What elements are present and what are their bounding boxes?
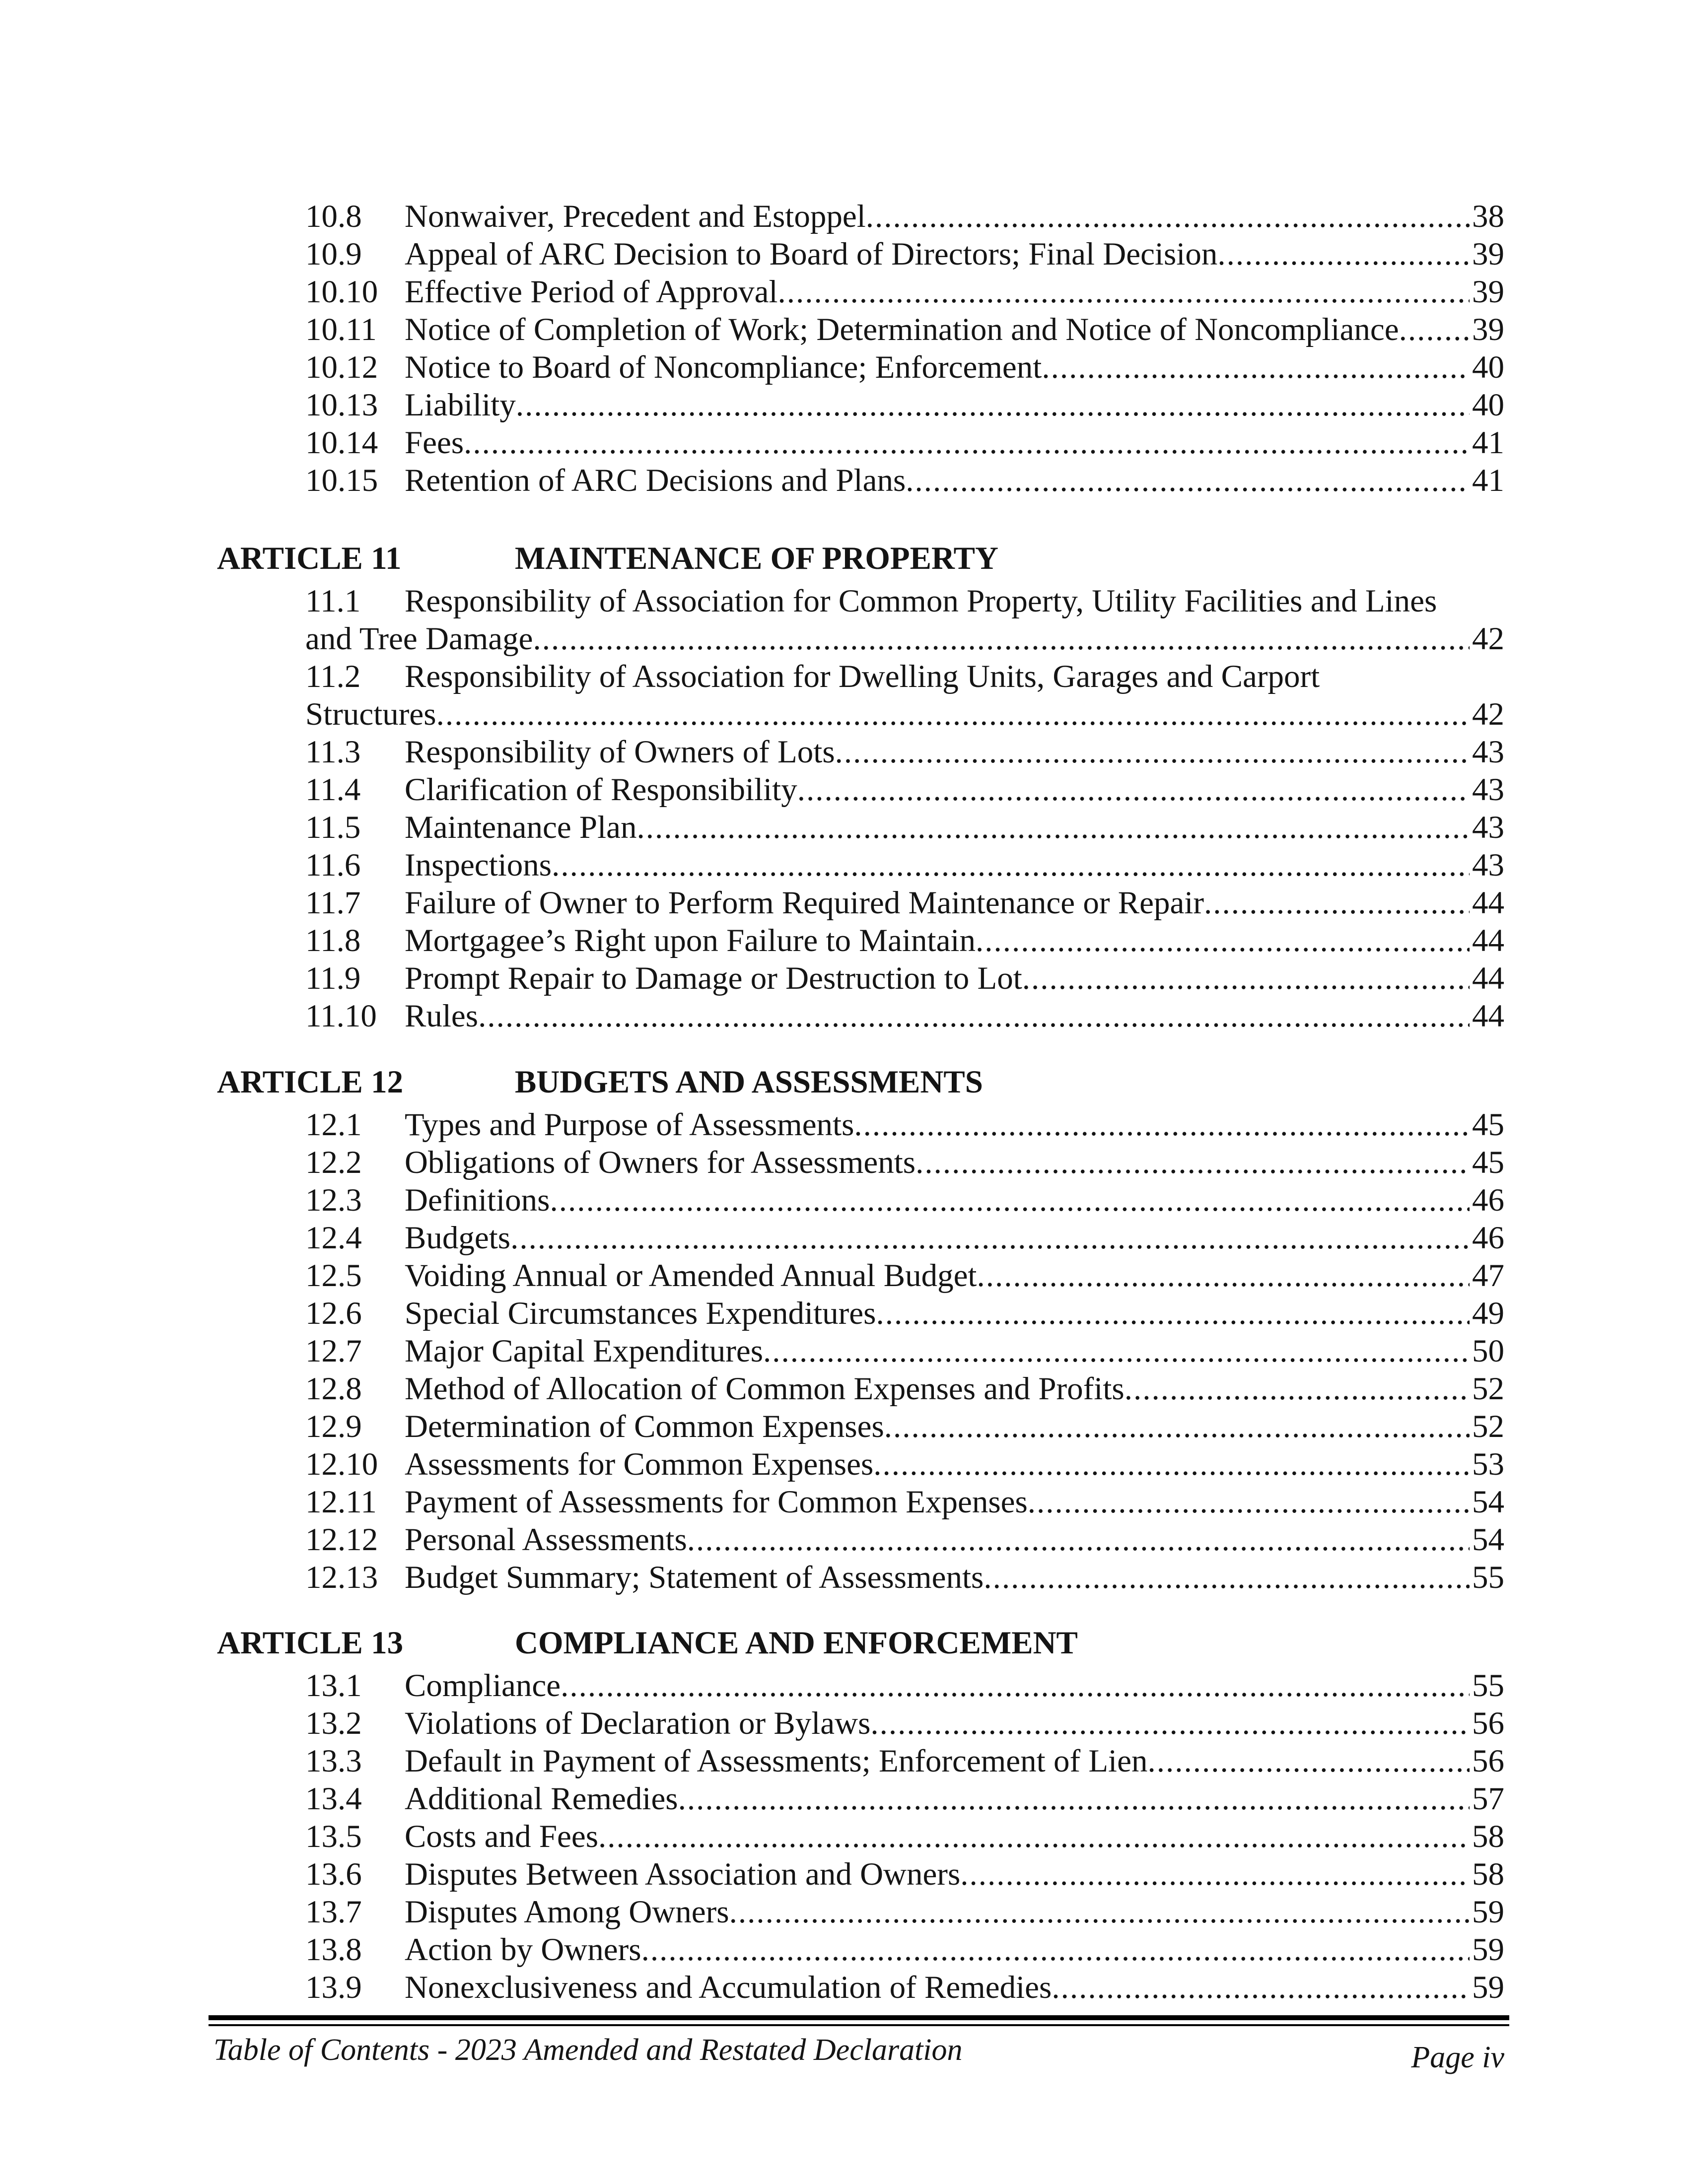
footer-page-number: Page iv [1411, 2041, 1504, 2074]
entry-line [405, 462, 1504, 499]
page-number: 50 [1472, 1333, 1504, 1369]
section-number: 11.5 [305, 810, 361, 845]
section-title: Voiding Annual or Amended Annual Budget [405, 1258, 977, 1294]
page-number: 59 [1472, 1894, 1504, 1930]
entry-line [405, 198, 1504, 235]
section-number: 12.4 [305, 1220, 362, 1256]
page-number: 52 [1472, 1409, 1504, 1444]
toc-entry[interactable] [305, 846, 1504, 884]
toc-entry[interactable] [305, 1295, 1504, 1332]
section-title: Assessments for Common Expenses [405, 1446, 874, 1482]
entry-line [405, 997, 1504, 1035]
section-number: 11.8 [305, 923, 361, 958]
section-title: Method of Allocation of Common Expenses and Profits [405, 1371, 1125, 1407]
page-number: 53 [1472, 1446, 1504, 1482]
entry-line [405, 1295, 1504, 1332]
page-number: 43 [1472, 734, 1504, 770]
dot-leader [598, 1818, 1470, 1855]
entry-line [405, 348, 1504, 386]
toc-entry[interactable] [305, 809, 1504, 846]
section-number: 11.7 [305, 885, 361, 921]
entry-line [405, 1780, 1504, 1818]
entry-line [405, 1559, 1504, 1596]
dot-leader [510, 1219, 1470, 1257]
toc-entry[interactable] [305, 1818, 1504, 1855]
entry-line [405, 1445, 1504, 1483]
dot-leader [478, 997, 1470, 1035]
section-number: 10.14 [305, 425, 378, 461]
footer-rule-thin [209, 2024, 1509, 2026]
dot-leader [1147, 1742, 1470, 1780]
toc-entry[interactable] [305, 1893, 1504, 1931]
page-number: 55 [1472, 1560, 1504, 1595]
article-heading [217, 539, 1508, 578]
toc-entry[interactable] [305, 1969, 1504, 2006]
section-title-line1: Responsibility of Association for Dwelling Units, Garages and Carport [405, 659, 1320, 694]
section-title: Special Circumstances Expenditures [405, 1296, 876, 1331]
dot-leader [1028, 1483, 1470, 1521]
page-number: 39 [1472, 312, 1504, 347]
section-title: Appeal of ARC Decision to Board of Directors; Final Decision [405, 236, 1218, 272]
dot-leader [1052, 1969, 1470, 2006]
toc-entry[interactable] [305, 311, 1504, 348]
section-title: Rules [405, 998, 479, 1034]
page-number: 49 [1472, 1296, 1504, 1331]
section-title: Major Capital Expenditures [405, 1333, 764, 1369]
entry-line [405, 1667, 1504, 1705]
section-title: Compliance [405, 1668, 561, 1704]
section-title: Action by Owners [405, 1932, 641, 1968]
article-heading [217, 1623, 1508, 1663]
toc-entry[interactable] [305, 658, 1504, 733]
entry-line [405, 1855, 1504, 1893]
toc-entry[interactable] [305, 1445, 1504, 1483]
section-title: Additional Remedies [405, 1781, 678, 1817]
page-number: 45 [1472, 1145, 1504, 1180]
section-title: Structures [305, 696, 436, 732]
entry-line [305, 620, 1504, 658]
entry-line [405, 733, 1504, 771]
dot-leader [561, 1667, 1470, 1705]
entry-line [405, 1219, 1504, 1257]
dot-leader [1022, 959, 1470, 997]
dot-leader [729, 1893, 1470, 1931]
entry-line [405, 273, 1504, 311]
page-number: 39 [1472, 274, 1504, 310]
dot-leader [915, 1144, 1470, 1181]
page-number: 44 [1472, 923, 1504, 958]
section-number: 12.12 [305, 1522, 378, 1558]
toc-entry[interactable] [305, 771, 1504, 809]
page-number: 47 [1472, 1258, 1504, 1294]
page-number: 59 [1472, 1970, 1504, 2005]
dot-leader [976, 922, 1470, 959]
page-number: 44 [1472, 960, 1504, 996]
section-number: 12.13 [305, 1560, 378, 1595]
entry-line [405, 1742, 1504, 1780]
section-title: Notice to Board of Noncompliance; Enforcement [405, 349, 1042, 385]
section-number: 11.2 [305, 659, 361, 694]
section-title: Mortgagee’s Right upon Failure to Maintain [405, 923, 976, 958]
section-title: Disputes Between Association and Owners [405, 1856, 961, 1892]
entry-line [405, 846, 1504, 884]
section-number: 12.11 [305, 1484, 377, 1520]
page-number: 41 [1472, 463, 1504, 498]
dot-leader [906, 462, 1470, 499]
section-number: 13.2 [305, 1706, 362, 1741]
dot-leader [876, 1295, 1470, 1332]
section-number: 11.4 [305, 772, 361, 808]
toc-entry[interactable] [305, 1257, 1504, 1295]
section-title: Determination of Common Expenses [405, 1409, 884, 1444]
entry-line [405, 1521, 1504, 1559]
entry-line [305, 695, 1504, 733]
toc-entry[interactable] [305, 1370, 1504, 1408]
dot-leader [763, 1332, 1470, 1370]
dot-leader [1204, 884, 1470, 922]
section-title: Violations of Declaration or Bylaws [405, 1706, 871, 1741]
section-number: 13.4 [305, 1781, 362, 1817]
section-title: Inspections [405, 847, 552, 883]
toc-entry[interactable] [305, 424, 1504, 462]
page-number: 46 [1472, 1182, 1504, 1218]
dot-leader [516, 386, 1470, 424]
page-number: 43 [1472, 847, 1504, 883]
section-title: Types and Purpose of Assessments [405, 1107, 854, 1143]
section-title: Maintenance Plan [405, 810, 637, 845]
page-number: 43 [1472, 772, 1504, 808]
section-number: 12.10 [305, 1446, 378, 1482]
section-number: 13.9 [305, 1970, 362, 2005]
section-title: Definitions [405, 1182, 550, 1218]
toc-entry[interactable] [305, 235, 1504, 273]
dot-leader [870, 1705, 1470, 1742]
toc-entry[interactable] [305, 1181, 1504, 1219]
section-title: Effective Period of Approval [405, 274, 778, 310]
section-number: 10.8 [305, 199, 362, 234]
page-number: 56 [1472, 1743, 1504, 1779]
page-number: 43 [1472, 810, 1504, 845]
dot-leader [641, 1931, 1470, 1969]
entry-line [405, 1483, 1504, 1521]
section-title: Personal Assessments [405, 1522, 687, 1558]
article-label: ARTICLE 12 [217, 1064, 404, 1100]
section-number: 12.8 [305, 1371, 362, 1407]
toc-entry[interactable] [305, 1521, 1504, 1559]
dot-leader [1399, 311, 1470, 348]
page-number: 44 [1472, 885, 1504, 921]
dot-leader [873, 1445, 1470, 1483]
entry-line [405, 922, 1504, 959]
section-number: 11.9 [305, 960, 361, 996]
toc-entry[interactable] [305, 884, 1504, 922]
toc-entry[interactable] [305, 198, 1504, 235]
toc-entry[interactable] [305, 273, 1504, 311]
section-number: 10.10 [305, 274, 378, 310]
entry-line [405, 1257, 1504, 1295]
page-number: 54 [1472, 1522, 1504, 1558]
page-number: 58 [1472, 1819, 1504, 1854]
dot-leader [1042, 348, 1470, 386]
page-number: 55 [1472, 1668, 1504, 1704]
section-number: 13.8 [305, 1932, 362, 1968]
dot-leader [552, 846, 1470, 884]
section-number: 13.1 [305, 1668, 362, 1704]
toc-entry[interactable] [305, 1705, 1504, 1742]
footer-document-title: Table of Contents - 2023 Amended and Restated Declaration [213, 2033, 963, 2067]
dot-leader [636, 809, 1470, 846]
dot-leader [797, 771, 1470, 809]
article-title: BUDGETS AND ASSESSMENTS [515, 1064, 983, 1100]
toc-entry[interactable] [305, 1855, 1504, 1893]
page-number: 52 [1472, 1371, 1504, 1407]
entry-line [405, 1144, 1504, 1181]
section-number: 13.5 [305, 1819, 362, 1854]
section-number: 10.15 [305, 463, 378, 498]
section-number: 12.1 [305, 1107, 362, 1143]
dot-leader [550, 1181, 1470, 1219]
dot-leader [835, 733, 1470, 771]
section-number: 11.10 [305, 998, 377, 1034]
section-number: 10.12 [305, 349, 378, 385]
section-title: Notice of Completion of Work; Determination and Notice of Noncompliance [405, 312, 1399, 347]
section-title: Obligations of Owners for Assessments [405, 1145, 916, 1180]
section-number: 10.9 [305, 236, 362, 272]
section-number: 11.1 [305, 583, 361, 619]
toc-entry[interactable] [305, 1931, 1504, 1969]
toc-entry[interactable] [305, 1559, 1504, 1596]
toc-entry[interactable] [305, 1483, 1504, 1521]
dot-leader [533, 620, 1470, 658]
toc-entry[interactable] [305, 1742, 1504, 1780]
toc-entry[interactable] [305, 348, 1504, 386]
section-title: Default in Payment of Assessments; Enforcement of Lien [405, 1743, 1148, 1779]
toc-entry[interactable] [305, 1144, 1504, 1181]
section-number: 12.5 [305, 1258, 362, 1294]
toc-entry[interactable] [305, 922, 1504, 959]
toc-entry[interactable] [305, 1219, 1504, 1257]
entry-line [405, 311, 1504, 348]
dot-leader [884, 1408, 1470, 1445]
dot-leader [464, 424, 1470, 462]
dot-leader [778, 273, 1470, 311]
toc-entry[interactable] [305, 386, 1504, 424]
section-title: and Tree Damage [305, 621, 533, 657]
page-number: 39 [1472, 236, 1504, 272]
dot-leader [687, 1521, 1470, 1559]
dot-leader [1217, 235, 1470, 273]
entry-line [405, 386, 1504, 424]
section-title: Costs and Fees [405, 1819, 598, 1854]
section-number: 13.3 [305, 1743, 362, 1779]
entry-line [405, 1931, 1504, 1969]
entry-line [405, 1893, 1504, 1931]
page-number: 57 [1472, 1781, 1504, 1817]
toc-entry[interactable] [305, 959, 1504, 997]
section-number: 12.2 [305, 1145, 362, 1180]
dot-leader [436, 695, 1470, 733]
article-label: ARTICLE 13 [217, 1625, 404, 1661]
entry-line [405, 1370, 1504, 1408]
toc-entry[interactable] [305, 462, 1504, 499]
toc-entry[interactable] [305, 1408, 1504, 1445]
page-number: 56 [1472, 1706, 1504, 1741]
section-title-line1: Responsibility of Association for Common Property, Utility Facilities and Lines [405, 583, 1437, 619]
dot-leader [960, 1855, 1470, 1893]
dot-leader [1125, 1370, 1470, 1408]
section-number: 12.9 [305, 1409, 362, 1444]
entry-line [405, 771, 1504, 809]
entry-line [405, 235, 1504, 273]
toc-entry[interactable] [305, 733, 1504, 771]
section-title: Nonwaiver, Precedent and Estoppel [405, 199, 866, 234]
page-number: 40 [1472, 387, 1504, 423]
article-heading [217, 1062, 1508, 1102]
section-number: 13.7 [305, 1894, 362, 1930]
page-number: 59 [1472, 1932, 1504, 1968]
toc-entry[interactable] [305, 997, 1504, 1035]
entry-line [405, 959, 1504, 997]
entry-line [405, 809, 1504, 846]
page-number: 38 [1472, 199, 1504, 234]
entry-line [405, 1705, 1504, 1742]
dot-leader [866, 198, 1470, 235]
section-title: Disputes Among Owners [405, 1894, 729, 1930]
section-title: Retention of ARC Decisions and Plans [405, 463, 906, 498]
entry-line [405, 1969, 1504, 2006]
section-title: Liability [405, 387, 516, 423]
page-number: 46 [1472, 1220, 1504, 1256]
section-title: Budgets [405, 1220, 511, 1256]
section-number: 12.7 [305, 1333, 362, 1369]
section-number: 12.6 [305, 1296, 362, 1331]
section-number: 10.13 [305, 387, 378, 423]
section-number: 13.6 [305, 1856, 362, 1892]
section-title: Prompt Repair to Damage or Destruction to Lot [405, 960, 1022, 996]
entry-line [405, 1181, 1504, 1219]
toc-entry[interactable] [305, 1106, 1504, 1144]
page-number: 42 [1472, 621, 1504, 657]
entry-line [405, 1332, 1504, 1370]
article-title: MAINTENANCE OF PROPERTY [515, 541, 998, 576]
article-title: COMPLIANCE AND ENFORCEMENT [515, 1625, 1078, 1661]
entry-line [405, 884, 1504, 922]
toc-entry[interactable] [305, 582, 1504, 658]
page-number: 41 [1472, 425, 1504, 461]
section-title: Failure of Owner to Perform Required Maintenance or Repair [405, 885, 1204, 921]
page-number: 58 [1472, 1856, 1504, 1892]
page-number: 42 [1472, 696, 1504, 732]
toc-entry[interactable] [305, 1667, 1504, 1705]
page-number: 45 [1472, 1107, 1504, 1143]
section-title: Responsibility of Owners of Lots [405, 734, 835, 770]
toc-entry[interactable] [305, 1332, 1504, 1370]
section-title: Fees [405, 425, 464, 461]
section-title: Payment of Assessments for Common Expenses [405, 1484, 1028, 1520]
section-title: Nonexclusiveness and Accumulation of Remedies [405, 1970, 1052, 2005]
dot-leader [984, 1559, 1470, 1596]
toc-entry[interactable] [305, 1780, 1504, 1818]
entry-line [405, 1408, 1504, 1445]
dot-leader [678, 1780, 1470, 1818]
entry-line [405, 424, 1504, 462]
page-number: 40 [1472, 349, 1504, 385]
section-number: 11.3 [305, 734, 361, 770]
section-title: Budget Summary; Statement of Assessments [405, 1560, 984, 1595]
entry-line [405, 1818, 1504, 1855]
entry-line [405, 1106, 1504, 1144]
section-title: Clarification of Responsibility [405, 772, 797, 808]
footer-rule-thick [209, 2015, 1509, 2020]
article-label: ARTICLE 11 [217, 541, 402, 576]
dot-leader [854, 1106, 1470, 1144]
section-number: 10.11 [305, 312, 377, 347]
page-number: 44 [1472, 998, 1504, 1034]
section-number: 11.6 [305, 847, 361, 883]
page-number: 54 [1472, 1484, 1504, 1520]
section-number: 12.3 [305, 1182, 362, 1218]
dot-leader [977, 1257, 1470, 1295]
